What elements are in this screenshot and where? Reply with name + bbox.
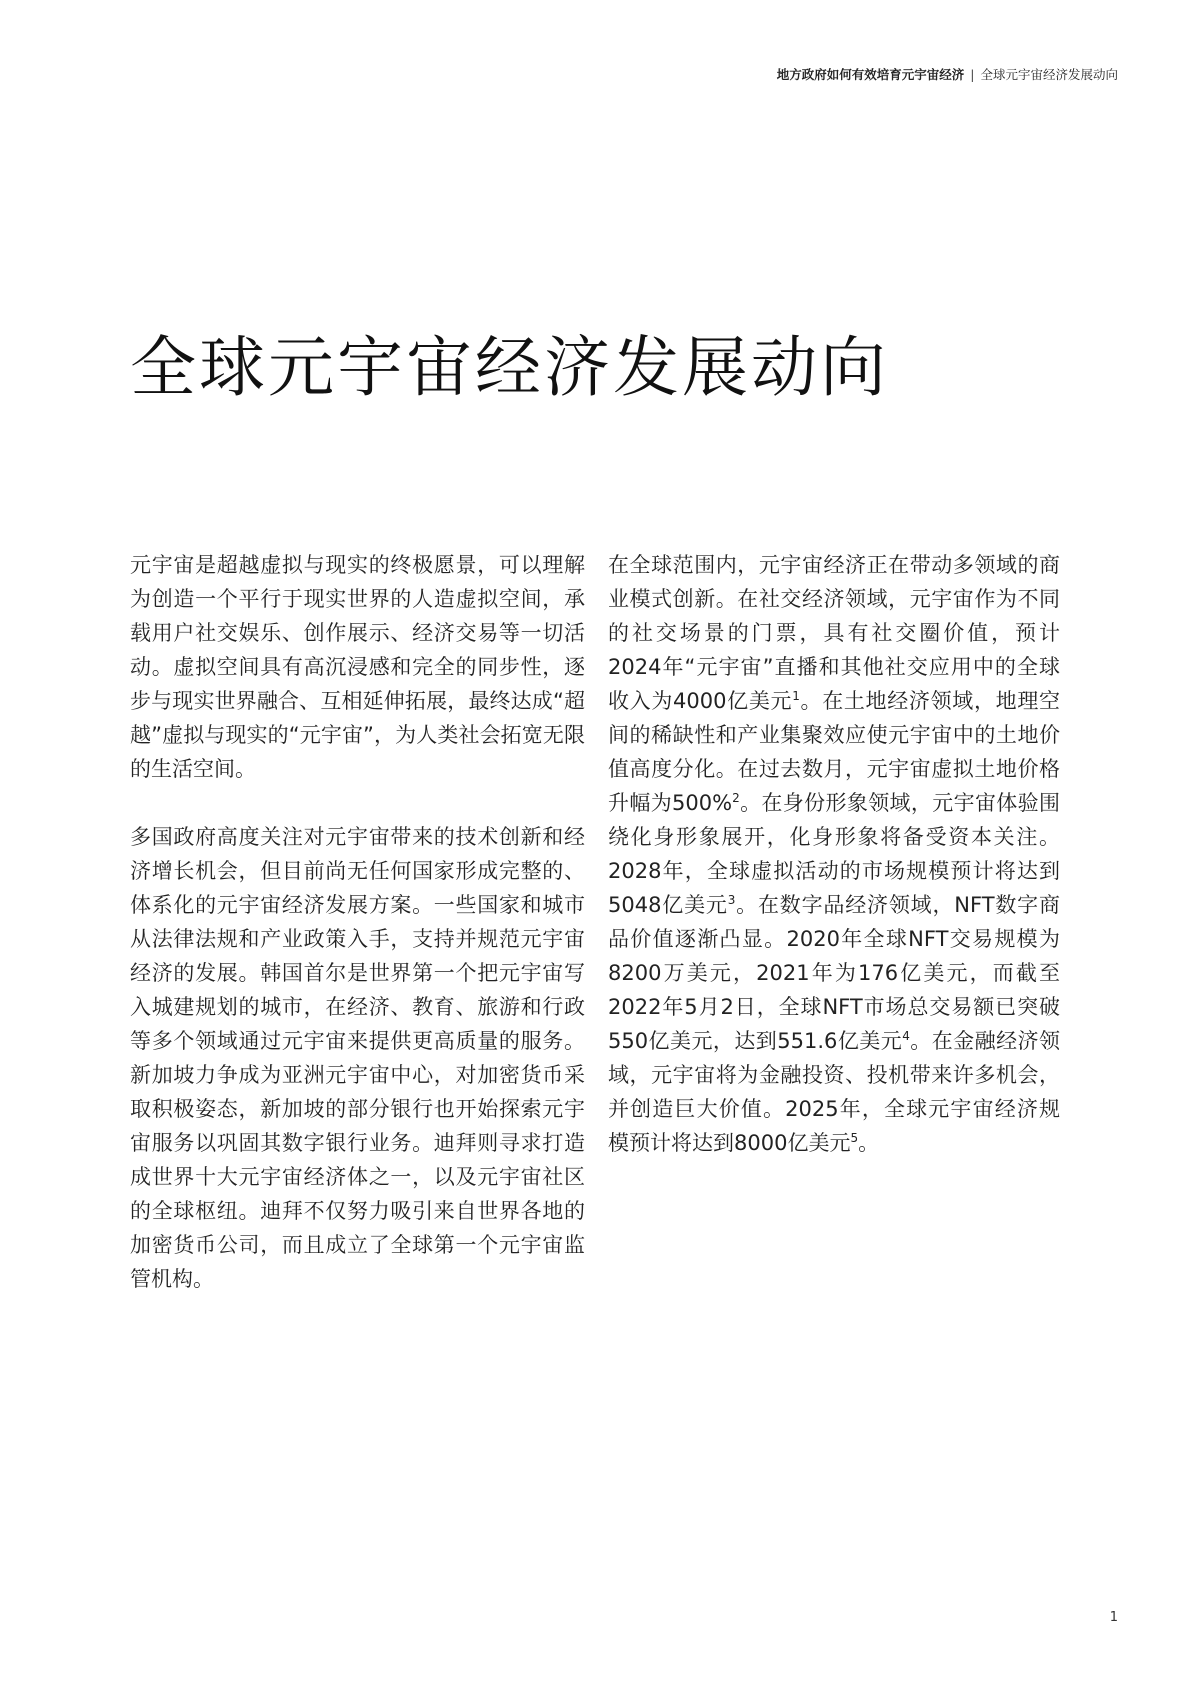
footnote-ref: 3 bbox=[727, 893, 736, 907]
text-segment: 。在数字品经济领域，NFT数字商品价值逐渐凸显。2020年全球NFT交易规模为8200万美元，2021年为176亿美元，而截至2022年5月2日，全球NFT市场总交易额已突破550亿美元，达到551.6亿美元 bbox=[608, 893, 1060, 1053]
header-separator: | bbox=[970, 67, 975, 82]
running-header bbox=[777, 66, 1118, 84]
text-segment: 。在身份形象领域，元宇宙体验围绕化身形象展开，化身形象将备受资本关注。2028年，全球虚拟活动的市场规模预计将达到5048亿美元 bbox=[608, 791, 1060, 917]
text-segment: 。 bbox=[858, 1131, 880, 1155]
left-column bbox=[130, 548, 585, 1296]
page-number: 1 bbox=[1109, 1610, 1118, 1625]
footnote-ref: 2 bbox=[732, 791, 740, 805]
page-title: 全球元宇宙经济发展动向 bbox=[130, 329, 889, 406]
header-section-title: 全球元宇宙经济发展动向 bbox=[980, 67, 1118, 82]
global-trends-paragraph bbox=[608, 548, 1060, 1160]
text-segment: 。在金融经济领域，元宇宙将为金融投资、投机带来许多机会，并创造巨大价值。2025年，全球元宇宙经济规模预计将达到8000亿美元 bbox=[608, 1029, 1060, 1155]
right-column bbox=[608, 548, 1060, 1160]
text-segment: 在全球范围内，元宇宙经济正在带动多领域的商业模式创新。在社交经济领域，元宇宙作为不同的社交场景的门票，具有社交圈价值，预计2024年“元宇宙”直播和其他社交应用中的全球收入为4000亿美元 bbox=[608, 553, 1060, 713]
footnote-ref: 1 bbox=[792, 689, 800, 703]
footnote-ref: 4 bbox=[902, 1029, 910, 1043]
government-policy-paragraph: 多国政府高度关注对元宇宙带来的技术创新和经济增长机会，但目前尚无任何国家形成完整的、体系化的元宇宙经济发展方案。一些国家和城市从法律法规和产业政策入手，支持并规范元宇宙经济的发展。韩国首尔是世界第一个把元宇宙写入城建规划的城市，在经济、教育、旅游和行政等多个领域通过元宇宙来提供更高质量的服务。新加坡力争成为亚洲元宇宙中心，对加密货币采取积极姿态，新加坡的部分银行也开始探索元宇宙服务以巩固其数字银行业务。迪拜则寻求打造成世界十大元宇宙经济体之一，以及元宇宙社区的全球枢纽。迪拜不仅努力吸引来自世界各地的加密货币公司，而且成立了全球第一个元宇宙监管机构。 bbox=[130, 825, 585, 1291]
intro-paragraph: 元宇宙是超越虚拟与现实的终极愿景，可以理解为创造一个平行于现实世界的人造虚拟空间，承载用户社交娱乐、创作展示、经济交易等一切活动。虚拟空间具有高沉浸感和完全的同步性，逐步与现实世界融合、互相延伸拓展，最终达成“超越”虚拟与现实的“元宇宙”，为人类社会拓宽无限的生活空间。 bbox=[130, 553, 585, 781]
footnote-ref: 5 bbox=[850, 1131, 859, 1145]
text-segment: 。在土地经济领域，地理空间的稀缺性和产业集聚效应使元宇宙中的土地价值高度分化。在过去数月，元宇宙虚拟土地价格升幅为500% bbox=[608, 689, 1060, 815]
header-report-title: 地方政府如何有效培育元宇宙经济 bbox=[776, 67, 965, 82]
